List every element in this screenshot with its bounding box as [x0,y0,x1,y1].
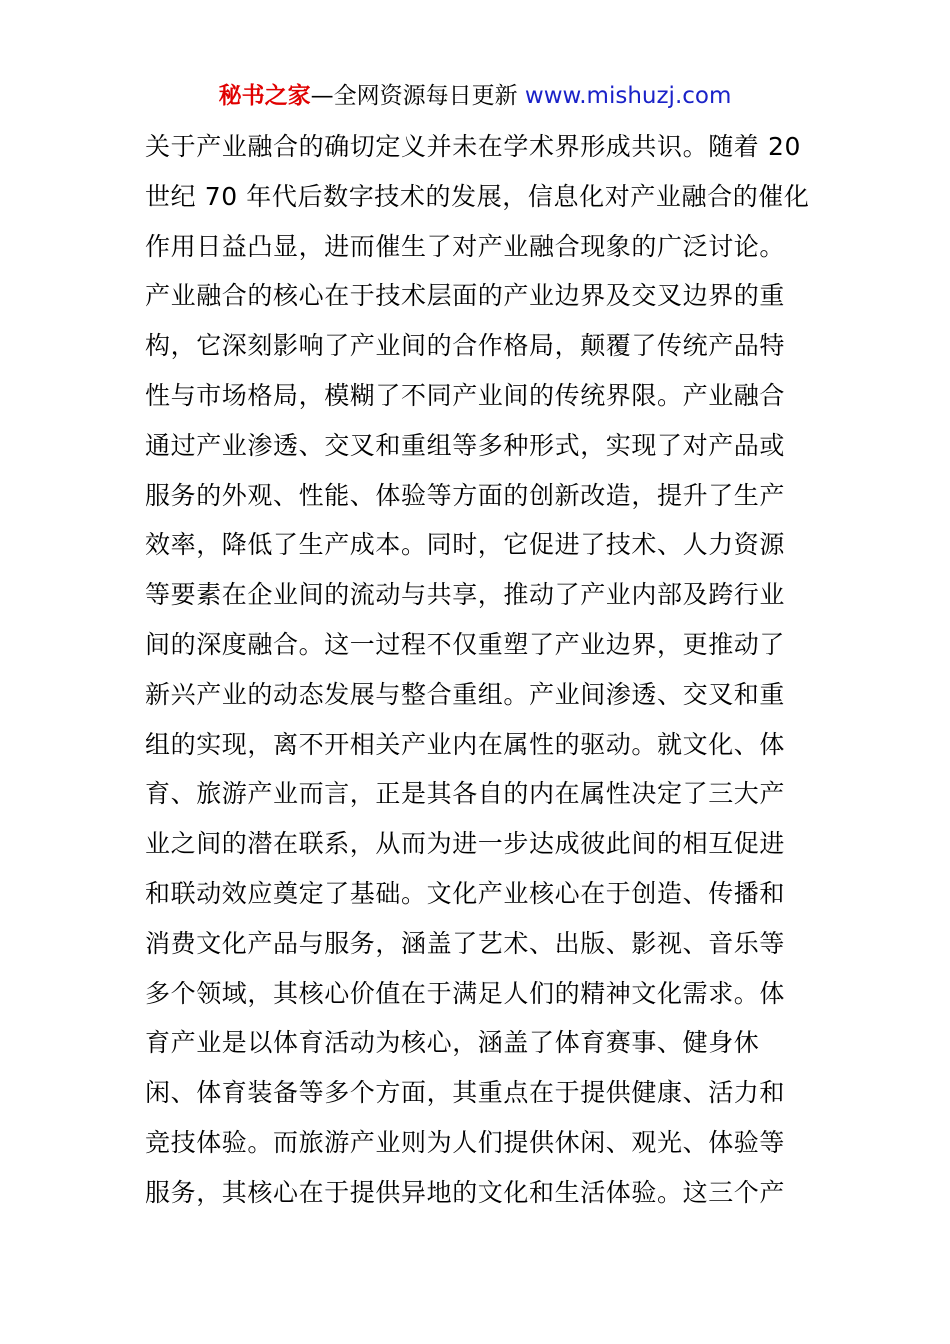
text-line: 和联动效应奠定了基础。文化产业核心在于创造、传播和 [145,878,786,908]
text-line: 作用日益凸显，进而催生了对产业融合现象的广泛讨论。 [145,231,786,261]
text-line: 等要素在企业间的流动与共享，推动了产业内部及跨行业 [145,580,786,610]
text-line: 育产业是以体育活动为核心，涵盖了体育赛事、健身休 [145,1028,760,1058]
text-line: 组的实现，离不开相关产业内在属性的驱动。就文化、体 [145,729,786,759]
text-line: 产业融合的核心在于技术层面的产业边界及交叉边界的重 [145,281,786,311]
text-line: 性与市场格局，模糊了不同产业间的传统界限。产业融合 [145,380,786,410]
text-line: 关于产业融合的确切定义并未在学术界形成共识。随着 20 [145,132,801,161]
text-line: 闲、体育装备等多个方面，其重点在于提供健康、活力和 [145,1078,786,1108]
text-line: 竞技体验。而旅游产业则为人们提供休闲、观光、体验等 [145,1127,786,1157]
site-brand: 秘书之家 [218,83,311,109]
text-line: 服务，其核心在于提供异地的文化和生活体验。这三个产 [145,1177,786,1207]
page-header [0,80,950,112]
text-line: 通过产业渗透、交叉和重组等多种形式，实现了对产品或 [145,430,786,460]
document-body [145,122,810,1218]
text-line: 多个领域，其核心价值在于满足人们的精神文化需求。体 [145,978,786,1008]
text-line: 效率，降低了生产成本。同时，它促进了技术、人力资源 [145,530,786,560]
text-line: 间的深度融合。这一过程不仅重塑了产业边界，更推动了 [145,629,786,659]
text-line: 服务的外观、性能、体验等方面的创新改造，提升了生产 [145,480,786,510]
site-url-link[interactable]: www.mishuzj.com [524,83,732,109]
text-line: 业之间的潜在联系，从而为进一步达成彼此间的相互促进 [145,829,786,859]
site-slogan: —全网资源每日更新 [310,83,518,109]
text-line: 新兴产业的动态发展与整合重组。产业间渗透、交叉和重 [145,679,786,709]
text-line: 育、旅游产业而言，正是其各自的内在属性决定了三大产 [145,779,786,809]
text-line: 构，它深刻影响了产业间的合作格局，颠覆了传统产品特 [145,331,786,361]
text-line: 消费文化产品与服务，涵盖了艺术、出版、影视、音乐等 [145,928,786,958]
text-line: 世纪 70 年代后数字技术的发展，信息化对产业融合的催化 [145,181,810,211]
